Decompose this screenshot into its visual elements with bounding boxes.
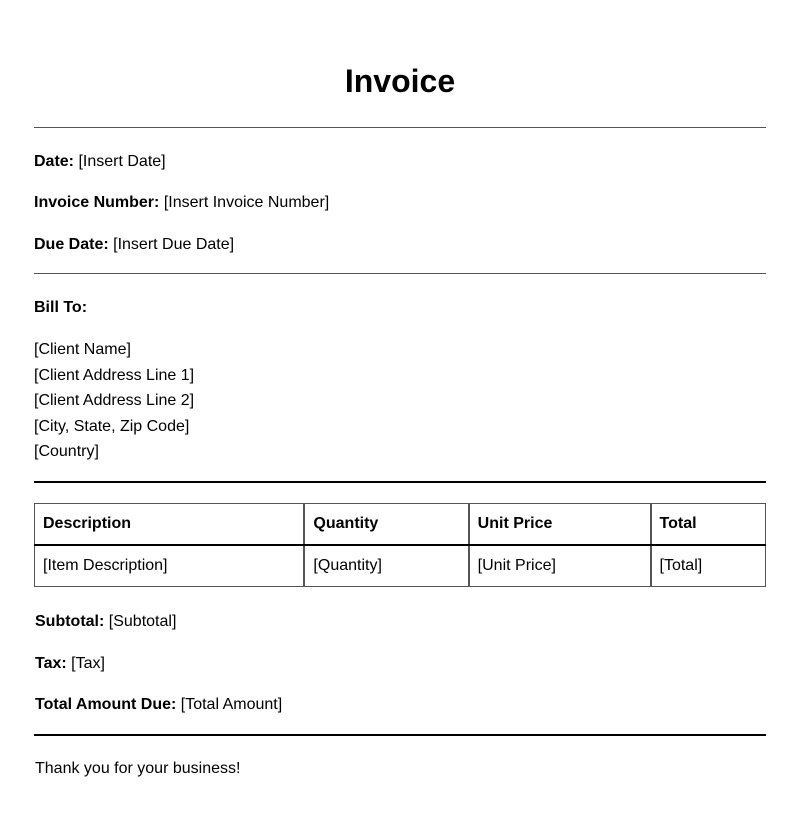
cell-total: [Total] <box>651 545 766 587</box>
invoice-number-label: Invoice Number: <box>34 194 160 211</box>
header-total: Total <box>651 504 766 546</box>
client-address-line-1: [Client Address Line 1] <box>34 366 195 384</box>
tax-label: Tax: <box>35 655 67 672</box>
totals-divider <box>34 734 766 736</box>
due-date-label: Due Date: <box>34 236 109 253</box>
total-due-line <box>35 695 282 715</box>
header-quantity: Quantity <box>304 504 468 546</box>
tax-line <box>35 654 105 674</box>
cell-unit-price: [Unit Price] <box>469 545 651 587</box>
client-city-state-zip: [City, State, Zip Code] <box>34 417 190 435</box>
date-value: [Insert Date] <box>78 153 166 170</box>
cell-item-description: [Item Description] <box>35 545 305 587</box>
date-line <box>34 152 166 172</box>
meta-divider <box>34 273 766 274</box>
bill-to-label: Bill To: <box>34 299 88 316</box>
bill-to-heading <box>34 298 87 318</box>
client-country: [Country] <box>34 443 99 460</box>
client-name: [Client Name] <box>34 341 131 358</box>
subtotal-label: Subtotal: <box>35 613 105 630</box>
due-date-value: [Insert Due Date] <box>113 236 235 253</box>
items-table <box>34 503 766 587</box>
due-date-line <box>34 235 234 255</box>
bill-to-divider <box>34 481 766 483</box>
total-due-value: [Total Amount] <box>180 696 283 713</box>
header-unit-price: Unit Price <box>469 504 651 546</box>
invoice-number-line <box>34 193 329 213</box>
subtotal-value: [Subtotal] <box>108 613 177 630</box>
invoice-title: Invoice <box>344 63 456 99</box>
thank-you-note: Thank you for your business! <box>35 760 241 777</box>
table-header-row <box>35 504 766 546</box>
cell-quantity: [Quantity] <box>304 545 468 587</box>
header-description: Description <box>35 504 305 546</box>
table-row <box>35 545 766 587</box>
invoice-number-value: [Insert Invoice Number] <box>163 194 330 211</box>
subtotal-line <box>35 612 176 632</box>
header-divider <box>34 127 766 128</box>
tax-value: [Tax] <box>71 655 105 672</box>
client-address-line-2: [Client Address Line 2] <box>34 392 195 409</box>
total-due-label: Total Amount Due: <box>35 696 177 713</box>
date-label: Date: <box>34 153 75 170</box>
bill-to-address <box>34 337 194 465</box>
